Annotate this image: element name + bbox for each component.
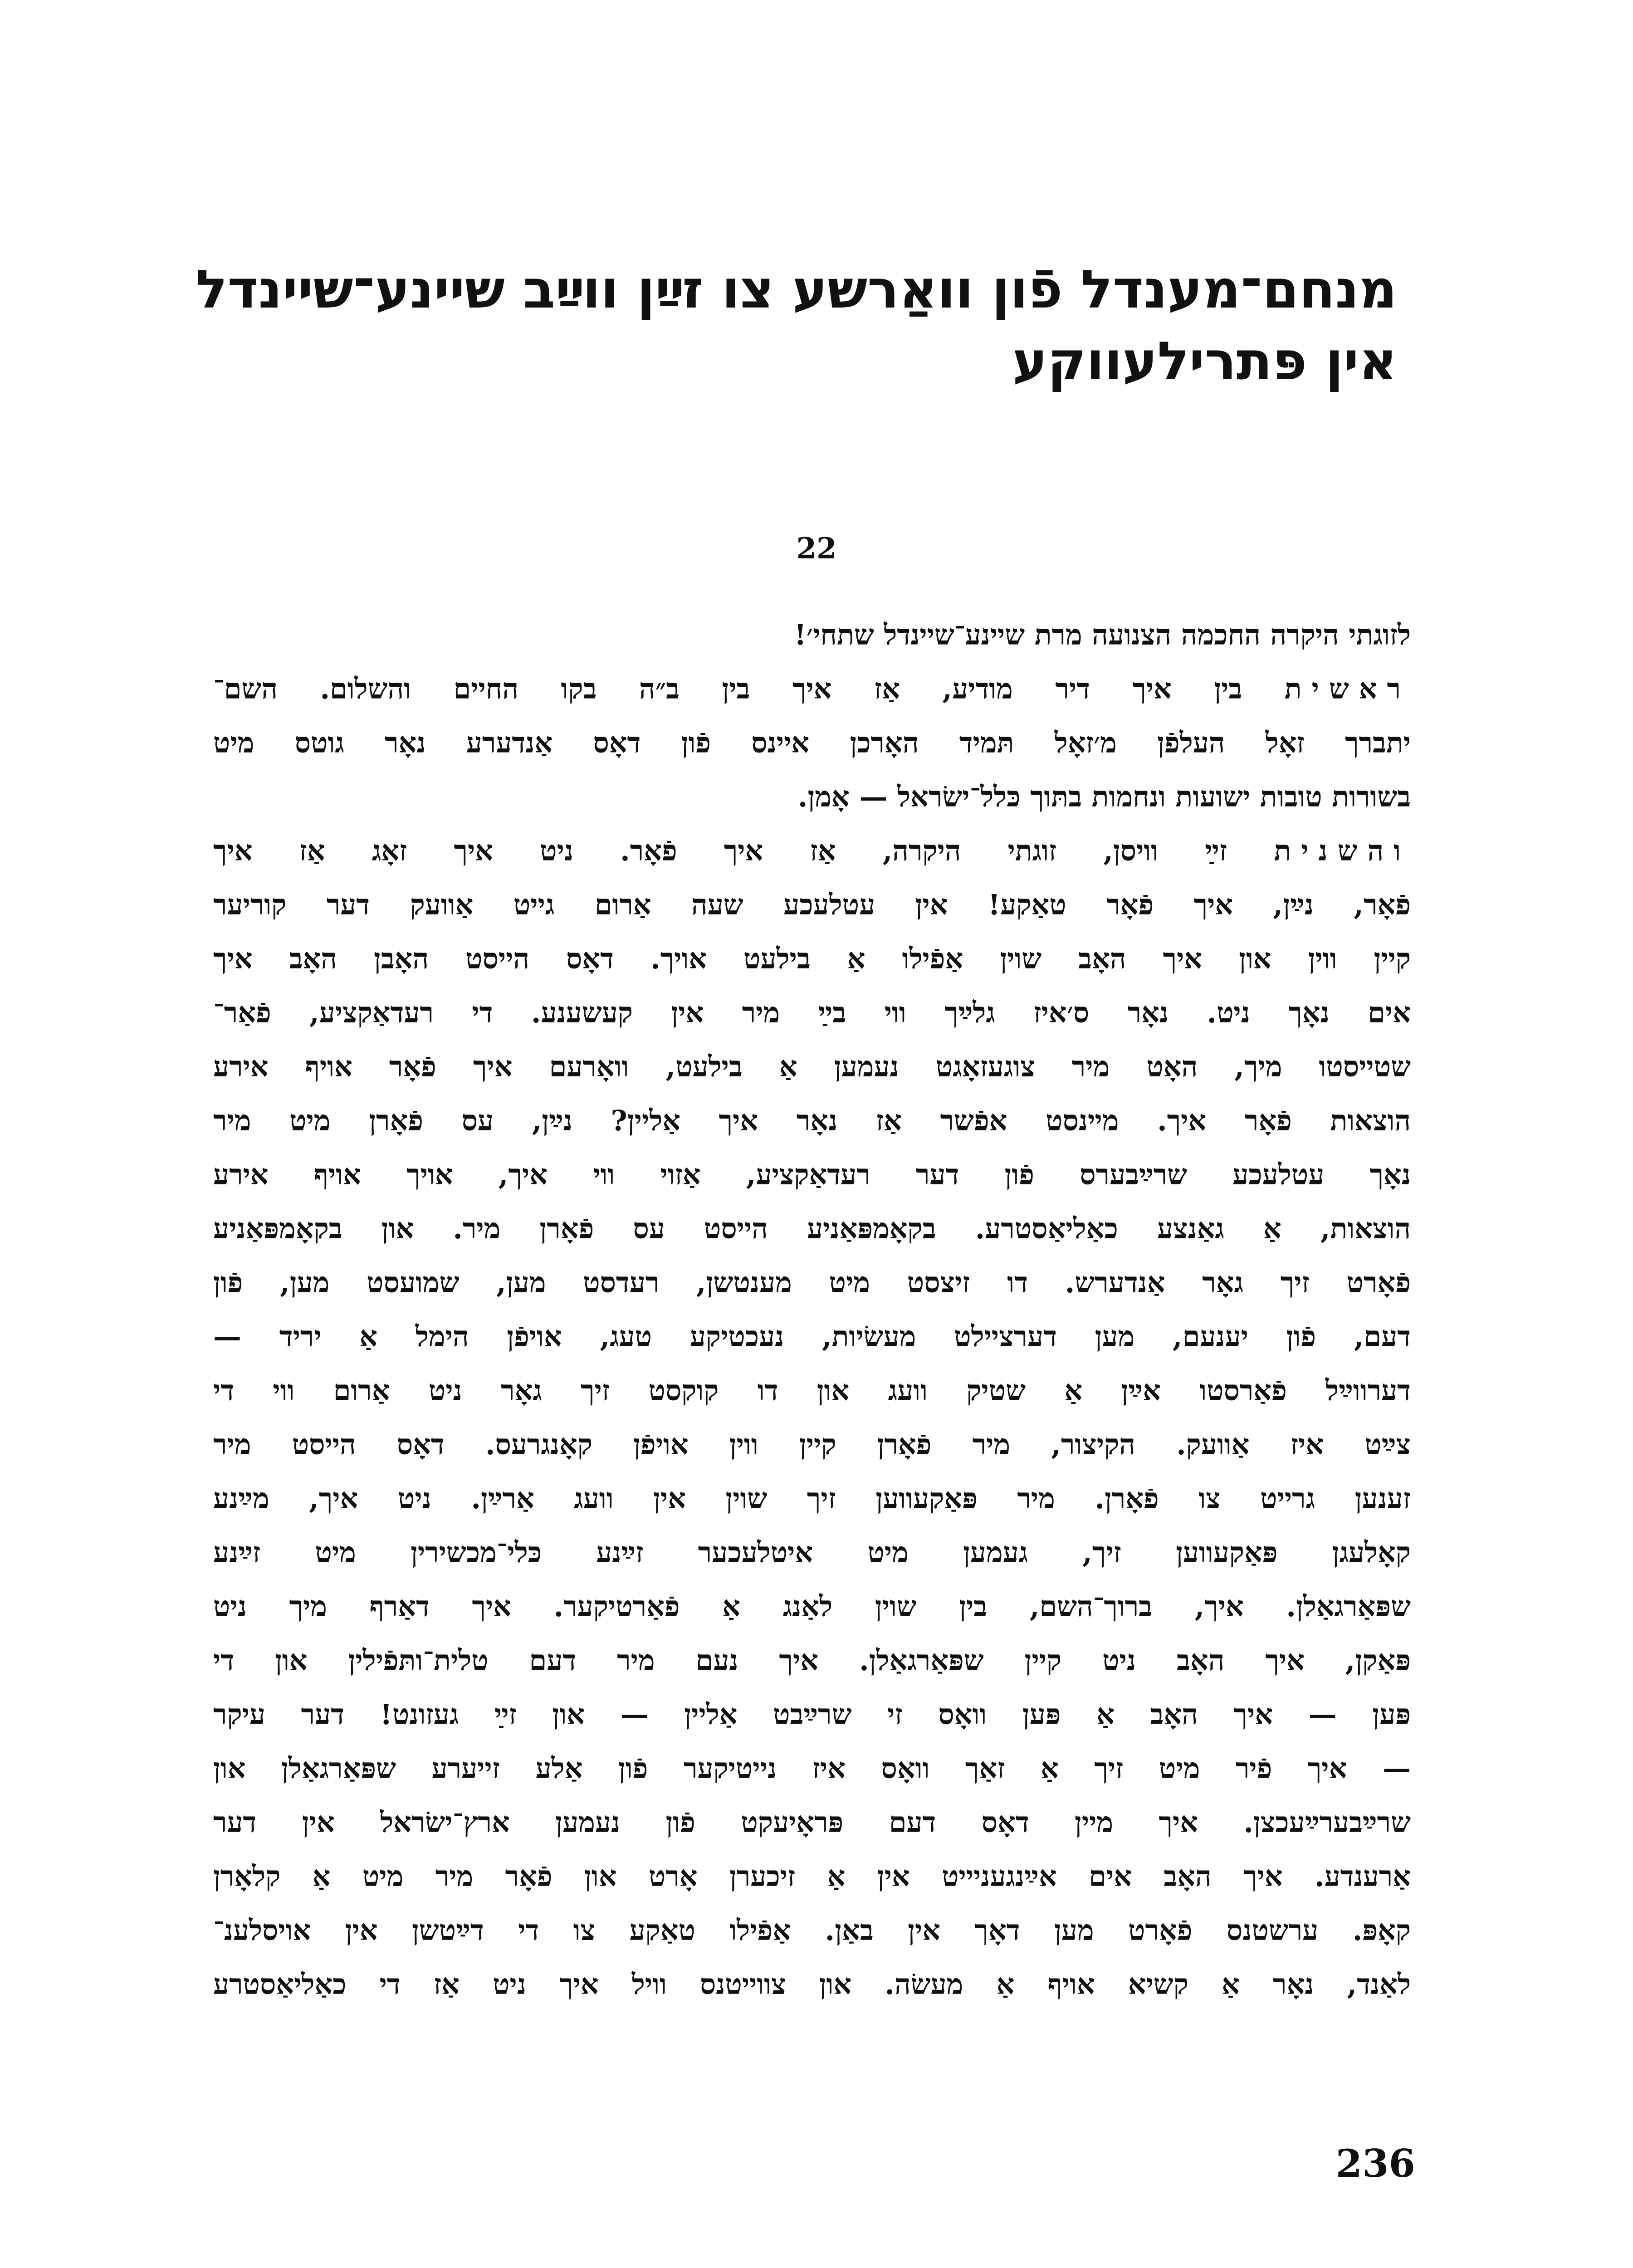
paragraph-line: דעם, פֿון יענעם, מען דערציילט מעשׂיות, נעכטיקע טעג, אויפֿן הימל אַ יריד — xyxy=(213,1320,1411,1353)
line-text: זײַ וויסן, זוגתי היקרה, אַז איך פֿאָר. ניט איך זאָג אַז איך xyxy=(213,834,1227,867)
paragraph-line: צײַט איז אַוועק. הקיצור, מיר פֿאָרן קיין ווין אויפֿן קאָנגרעס. דאָס הייסט מיר xyxy=(213,1428,1411,1461)
paragraph-line: יתברך זאָל העלפֿן מ׳זאָל תּמיד האָרכן איינס פֿון דאָס אַנדערע נאָר גוטס מיט xyxy=(213,726,1411,759)
paragraph-line: לאַנד, נאָר אַ קשיא אויף אַ מעשׂה. און צווייטנס וויל איך ניט אַז די כאַליאַסטרע xyxy=(213,1968,1411,2001)
opening-word: והשנית xyxy=(1274,834,1411,867)
paragraph-line: קאָלעגן פּאַקעווען זיך, געמען מיט איטלעכער זײַנע כּלי־מכשירין מיט זײַנע xyxy=(213,1536,1411,1569)
paragraph-line: פֿאָרט זיך גאָר אַנדערש. דו זיצסט מיט מענטשן, רעדסט מען, שמועסט מען, פֿון xyxy=(213,1266,1411,1299)
paragraph-line: שפּאַרגאַלן. איך, ברוך־השם, בין שוין לאַנג אַ פֿאַרטיקער. איך דאַרף מיך ניט xyxy=(213,1590,1411,1623)
paragraph-line: בשורות טובות ישועות ונחמות בתּוך כּלל־ישׂראל — אָמן. xyxy=(797,780,1411,813)
paragraph-line xyxy=(213,824,1411,878)
paragraph-line: — איך פֿיר מיט זיך אַ זאַך וואָס איז נייטיקער פֿון אַלע זייערע שפּאַרגאַלן און xyxy=(213,1752,1411,1785)
paragraph-line xyxy=(213,662,1411,716)
paragraph-line: נאָך עטלעכע שרײַבערס פֿון דער רעדאַקציע, אַזוי ווי איך, אויך אויף אירע xyxy=(213,1158,1411,1191)
paragraph-line: אַרענדע. איך האָב אים אײַנגעניייט אין אַ זיכערן אָרט און פֿאָר מיר מיט אַ קלאָרן xyxy=(213,1860,1411,1893)
paragraph-line: פּאַקן, איך האָב ניט קיין שפּאַרגאַלן. איך נעם מיר דעם טלית־ותּפֿילין און די xyxy=(213,1644,1411,1677)
paragraph-line: פּען — איך האָב אַ פּען וואָס זי שרײַבט אַליין — און זײַ געזונט! דער עיקר xyxy=(213,1698,1411,1731)
paragraph-line: הוצאות, אַ גאַנצע כאַליאַסטרע. בקאָמפּאַניע הייסט עס פֿאָרן מיר. און בקאָמפּאַניע xyxy=(213,1212,1411,1245)
greeting-line: לזוגתי היקרה החכמה הצנועה מרת שיינע־שיינדל שתחי׳! xyxy=(794,618,1411,651)
page-number: 236 xyxy=(1335,2141,1415,2186)
title-line-2: אין פּתרילעווקע xyxy=(1012,331,1397,392)
letter-body xyxy=(213,608,1411,2011)
chapter-title xyxy=(196,254,1397,397)
title-line-1: מנחם־מענדל פֿון וואַרשע צו זײַן ווײַב שיינע־שיינדל xyxy=(196,259,1397,320)
paragraph-line: דערווײַל פֿאַרסטו אײַן אַ שטיק וועג און דו קוקסט זיך גאָר ניט אַרום ווי די xyxy=(213,1374,1411,1407)
paragraph-line: קיין ווין און איך האָב שוין אַפֿילו אַ בילעט אויך. דאָס הייסט האָבן האָב איך xyxy=(213,942,1411,975)
line-text: בין איך דיר מודיע, אַז איך בין ב״ה בקו החיים והשלום. השם־ xyxy=(213,672,1242,705)
paragraph-line: שטייסטו מיך, האָט מיר צוגעזאָגט נעמען אַ בילעט, וואָרעם איך פֿאָר אויף אירע xyxy=(213,1050,1411,1083)
letter-number: 22 xyxy=(796,532,837,566)
paragraph-line: שרײַבערײַעכצן. איך מיין דאָס דעם פּראָיעקט פֿון נעמען ארץ־ישׂראל אין דער xyxy=(213,1806,1411,1839)
opening-word: ראשית xyxy=(1284,672,1411,705)
paragraph-line: קאָפּ. ערשטנס פֿאָרט מען דאָך אין באַן. אַפֿילו טאַקע צו די דײַטשן אין אויסלענ־ xyxy=(213,1914,1411,1947)
paragraph-line: אים נאָך ניט. נאָר ס׳איז גלײַך ווי בײַ מיר אין קעשענע. די רעדאַקציע, פֿאַר־ xyxy=(213,996,1411,1029)
paragraph-line: זענען גרייט צו פֿאָרן. מיר פּאַקעווען זיך שוין אין וועג אַרײַן. ניט איך, מײַנע xyxy=(213,1482,1411,1515)
paragraph-line: פֿאָר, נײַן, איך פֿאָר טאַקע! אין עטלעכע שעה אַרום גייט אַוועק דער קוריער xyxy=(213,888,1411,921)
paragraph-line: הוצאות פֿאָר איך. מײנסט אפֿשר אַז נאָר איך אַליין? נײַן, עס פֿאָרן מיט מיר xyxy=(213,1104,1411,1137)
